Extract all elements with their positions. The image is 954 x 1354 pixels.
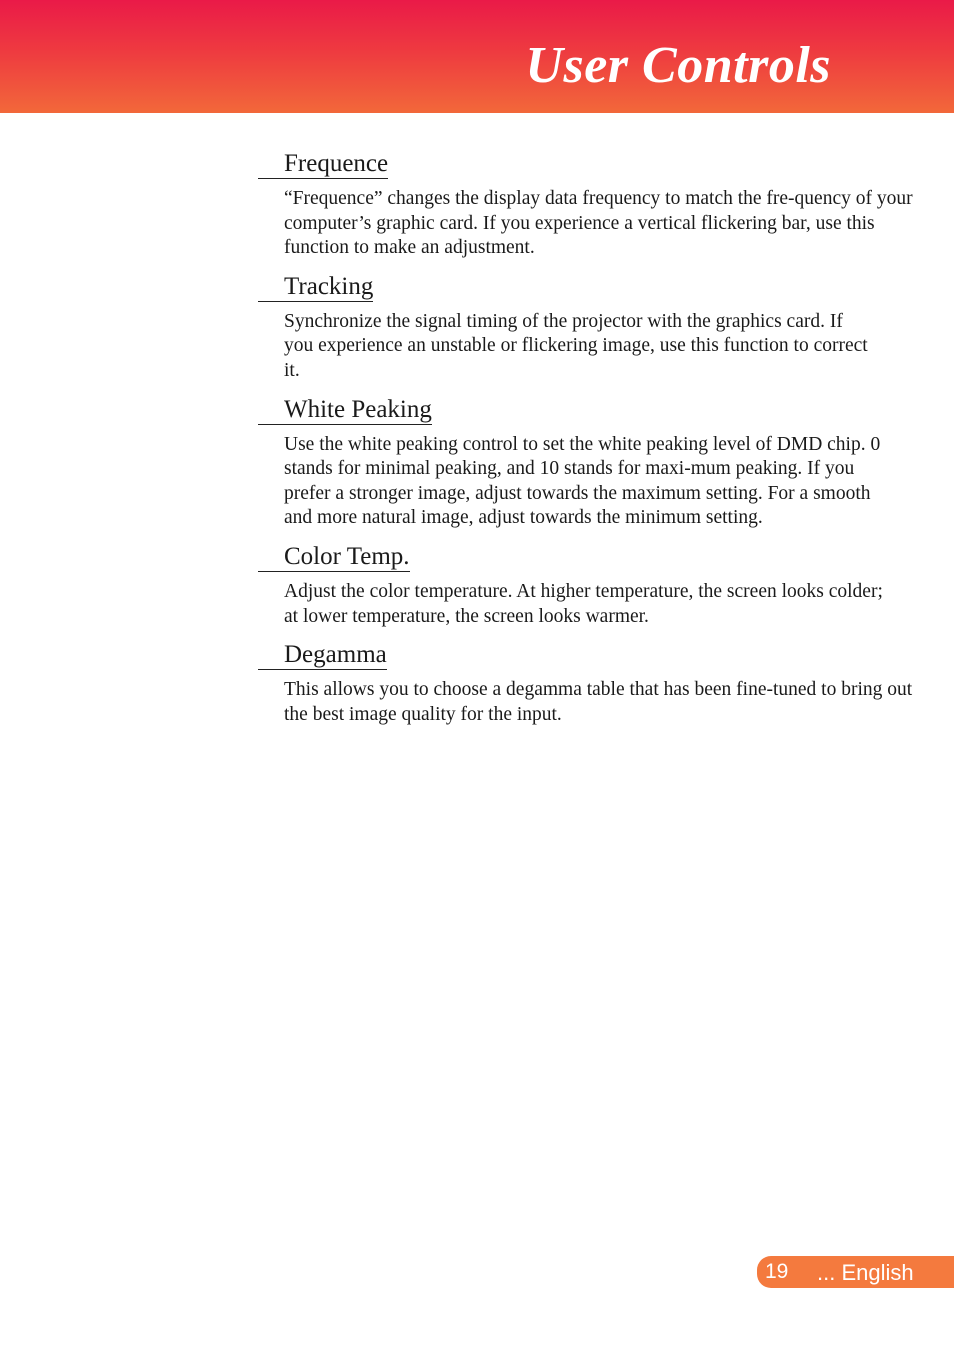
section-heading [258,388,432,425]
section-heading-text: Tracking [284,272,374,300]
section-white-peaking [258,388,908,531]
section-body: This allows you to choose a degamma table that has been fine-tuned to bring out the best image quality for the input. [284,679,913,725]
section-heading [258,142,388,179]
section-heading-text: Degamma [284,641,387,669]
section-heading-text: Frequence [284,150,389,177]
section-tracking [258,265,908,384]
section-heading-text: White Peaking [284,395,432,423]
section-heading [258,265,373,302]
footer-page-tab [757,1256,954,1288]
section-body: Adjust the color temperature. At higher temperature, the screen looks colder; at lower temperature, the screen looks warmer. [284,580,883,627]
footer-language: ... English [817,1260,914,1285]
section-color-temp [258,535,908,629]
document-content [258,142,913,727]
section-heading [258,633,387,670]
section-heading [258,535,410,572]
header-band [0,0,954,113]
page-title: User Controls [525,37,831,94]
section-frequence [258,142,913,261]
section-degamma [258,633,913,727]
section-body: Use the white peaking control to set the white peaking level of DMD chip. 0 stands for minimal peaking, and 10 stands for maxi-mum peaking. If you prefer a stronger image, adjust towards the maximum setting. For a smooth and more natural image, adjust towards the minimum setting. [284,433,881,529]
section-heading-text: Color Temp. [284,542,410,570]
section-body: “Frequence” changes the display data frequency to match the fre-quency of your computer’s graphic card. If you experience a vertical flickering bar, use this function to make an adjustment. [284,188,913,259]
page-number: 19 [765,1260,789,1283]
section-body: Synchronize the signal timing of the projector with the graphics card. If you experience an unstable or flickering image, use this function to correct it. [284,310,868,381]
